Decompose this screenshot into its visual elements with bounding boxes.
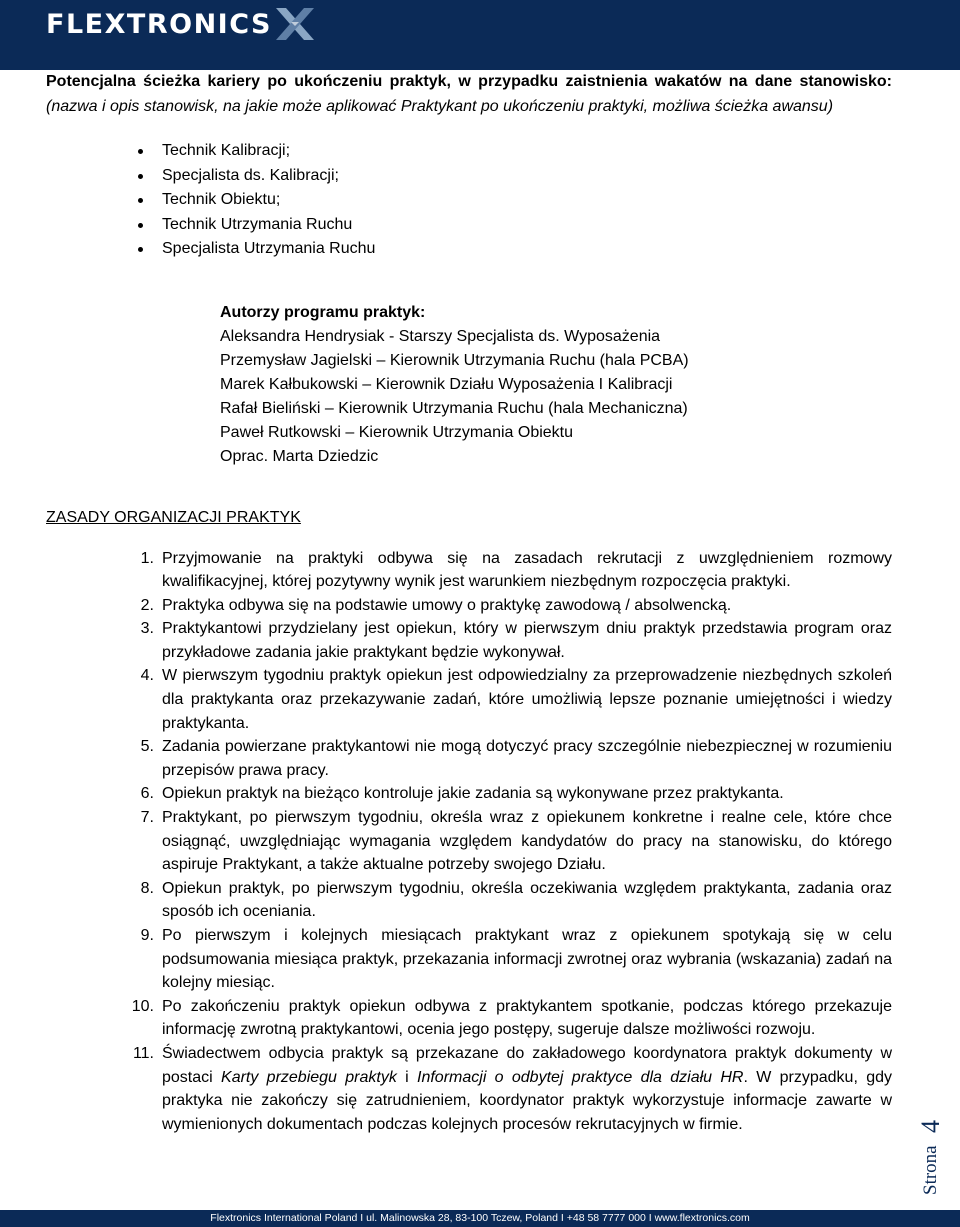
rule-item [46,806,892,877]
positions-list [46,139,892,262]
list-item: Specjalista Utrzymania Ruchu [46,237,892,262]
author-line: Oprac. Marta Dziedzic [220,447,379,465]
rule-text: Praktyka odbywa się na podstawie umowy o praktykę zawodową / absolwencką. [162,596,732,614]
page-header [0,0,960,70]
author-line: Paweł Rutkowski – Kierownik Utrzymania Obiektu [220,423,574,441]
page-number-indicator [914,1115,948,1197]
rule-number: 6. [140,785,154,803]
rule-item [46,1042,892,1136]
page-footer: Flextronics International Poland I ul. Malinowska 28, 83-100 Tczew, Poland I +48 58 7777 000 I www.flextronics.com [0,1210,960,1227]
rule-number: 5. [140,738,154,756]
authors-block [46,301,892,469]
rule-item [46,877,892,924]
authors-title: Autorzy programu praktyk: [220,303,426,321]
rule-number: 9. [140,927,154,944]
rule-text: Po pierwszym i kolejnych miesiącach praktykant wraz z opiekunem spotykają się w celu podsumowania miesiąca praktyk, przekazania informacji zwrotnej oraz wybrania (wskazania) zadań na kolejny miesiąc. [162,927,892,992]
career-path-intro [46,70,892,119]
rule-text: W pierwszym tygodniu praktyk opiekun jest odpowiedzialny za przeprowadzenie niezbędnych szkoleń dla praktykanta oraz przekazywanie zadań, które umożliwią lepsze poznanie umiejętności i wiedzy praktykanta. [162,667,892,732]
rule-number: 1. [140,549,154,567]
rule-text: Świadectwem odbycia praktyk są przekazane do zakładowego koordynatora praktyk dokumenty w postaci [162,1044,892,1086]
list-item: Technik Obiektu; [46,188,892,213]
rule-number: 4. [140,667,154,685]
rule-item [46,735,892,782]
rule-item [46,594,892,618]
logo-wordmark: FLEXTRONICS [46,8,272,40]
rule-text: Opiekun praktyk na bieżąco kontroluje jakie zadania są wykonywane przez praktykanta. [162,785,784,803]
rule-text-italic: Informacji o odbytej praktyce dla działu HR [417,1068,744,1086]
rule-item [46,924,892,995]
author-line: Marek Kałbukowski – Kierownik Działu Wyposażenia I Kalibracji [220,375,673,393]
rule-text: Po zakończeniu praktyk opiekun odbywa z praktykantem spotkanie, podczas którego przekazuje informację zwrotną praktykantowi, ocenia jego postępy, sugeruje dalsze możliwości rozwoju. [162,997,892,1039]
rule-text: Przyjmowanie na praktyki odbywa się na zasadach rekrutacji z uwzględnieniem rozmowy kwalifikacyjnej, której pozytywny wynik jest warunkiem niezbędnym rozpoczęcia praktyki. [162,549,892,591]
logo-x-icon [274,6,316,42]
rule-item [46,664,892,735]
author-line: Przemysław Jagielski – Kierownik Utrzymania Ruchu (hala PCBA) [220,351,689,369]
rule-number: 7. [140,809,154,827]
author-line: Aleksandra Hendrysiak - Starszy Specjalista ds. Wyposażenia [220,327,661,345]
document-body [46,70,892,1136]
career-path-heading: Potencjalna ścieżka kariery po ukończeniu praktyk, w przypadku zaistnienia wakatów na dane stanowisko: [46,73,892,90]
rule-text: . W przypadku, gdy praktyka nie zakończy się zatrudnieniem, koordynator praktyk wykorzystuje informacje zawarte w wymienionych dokumentach podczas kolejnych procesów rekrutacyjnych w firmie. [162,1068,893,1133]
list-item: Technik Utrzymania Ruchu [46,213,892,238]
rule-text-italic: Karty przebiegu praktyk [221,1068,397,1086]
section-title: ZASADY ORGANIZACJI PRAKTYK [46,508,301,526]
rule-text: Zadania powierzane praktykantowi nie mogą dotyczyć pracy szczególnie niebezpiecznej w rozumieniu przepisów prawa pracy. [162,738,892,779]
rule-text: Praktykant, po pierwszym tygodniu, określa wraz z opiekunem konkretne i realne cele, które chce osiągnąć, uwzględniając wymagania względem kandydatów do pracy na stanowisku, do którego aspiruje Praktykant, a także aktualne potrzeby swojego Działu. [162,809,892,874]
rules-list [46,547,892,1137]
list-item: Specjalista ds. Kalibracji; [46,164,892,189]
flextronics-logo [46,6,316,42]
rule-item [46,617,892,664]
rule-item [46,782,892,806]
author-line: Rafał Bieliński – Kierownik Utrzymania Ruchu (hala Mechaniczna) [220,399,688,417]
rule-text: i [396,1068,418,1086]
rule-number: 11. [132,1044,154,1062]
rule-number: 10. [131,997,154,1015]
rule-item [46,995,892,1042]
rule-item [46,547,892,594]
list-item: Technik Kalibracji; [46,139,892,164]
rule-text: Praktykantowi przydzielany jest opiekun, który w pierwszym dniu praktyk przedstawia program oraz przykładowe zadania jakie praktykant będzie wykonywał. [162,620,892,661]
rule-number: 2. [140,596,154,614]
page-number: 4 [916,1120,945,1133]
career-path-note: (nazwa i opis stanowisk, na jakie może aplikować Praktykant po ukończeniu praktyki, możliwa ścieżka awansu) [46,97,834,115]
page-label: Strona [920,1145,941,1195]
rule-number: 8. [140,879,154,897]
rule-number: 3. [140,620,154,638]
rule-text: Opiekun praktyk, po pierwszym tygodniu, określa oczekiwania względem praktykanta, zadania oraz sposób ich oceniania. [162,879,892,921]
